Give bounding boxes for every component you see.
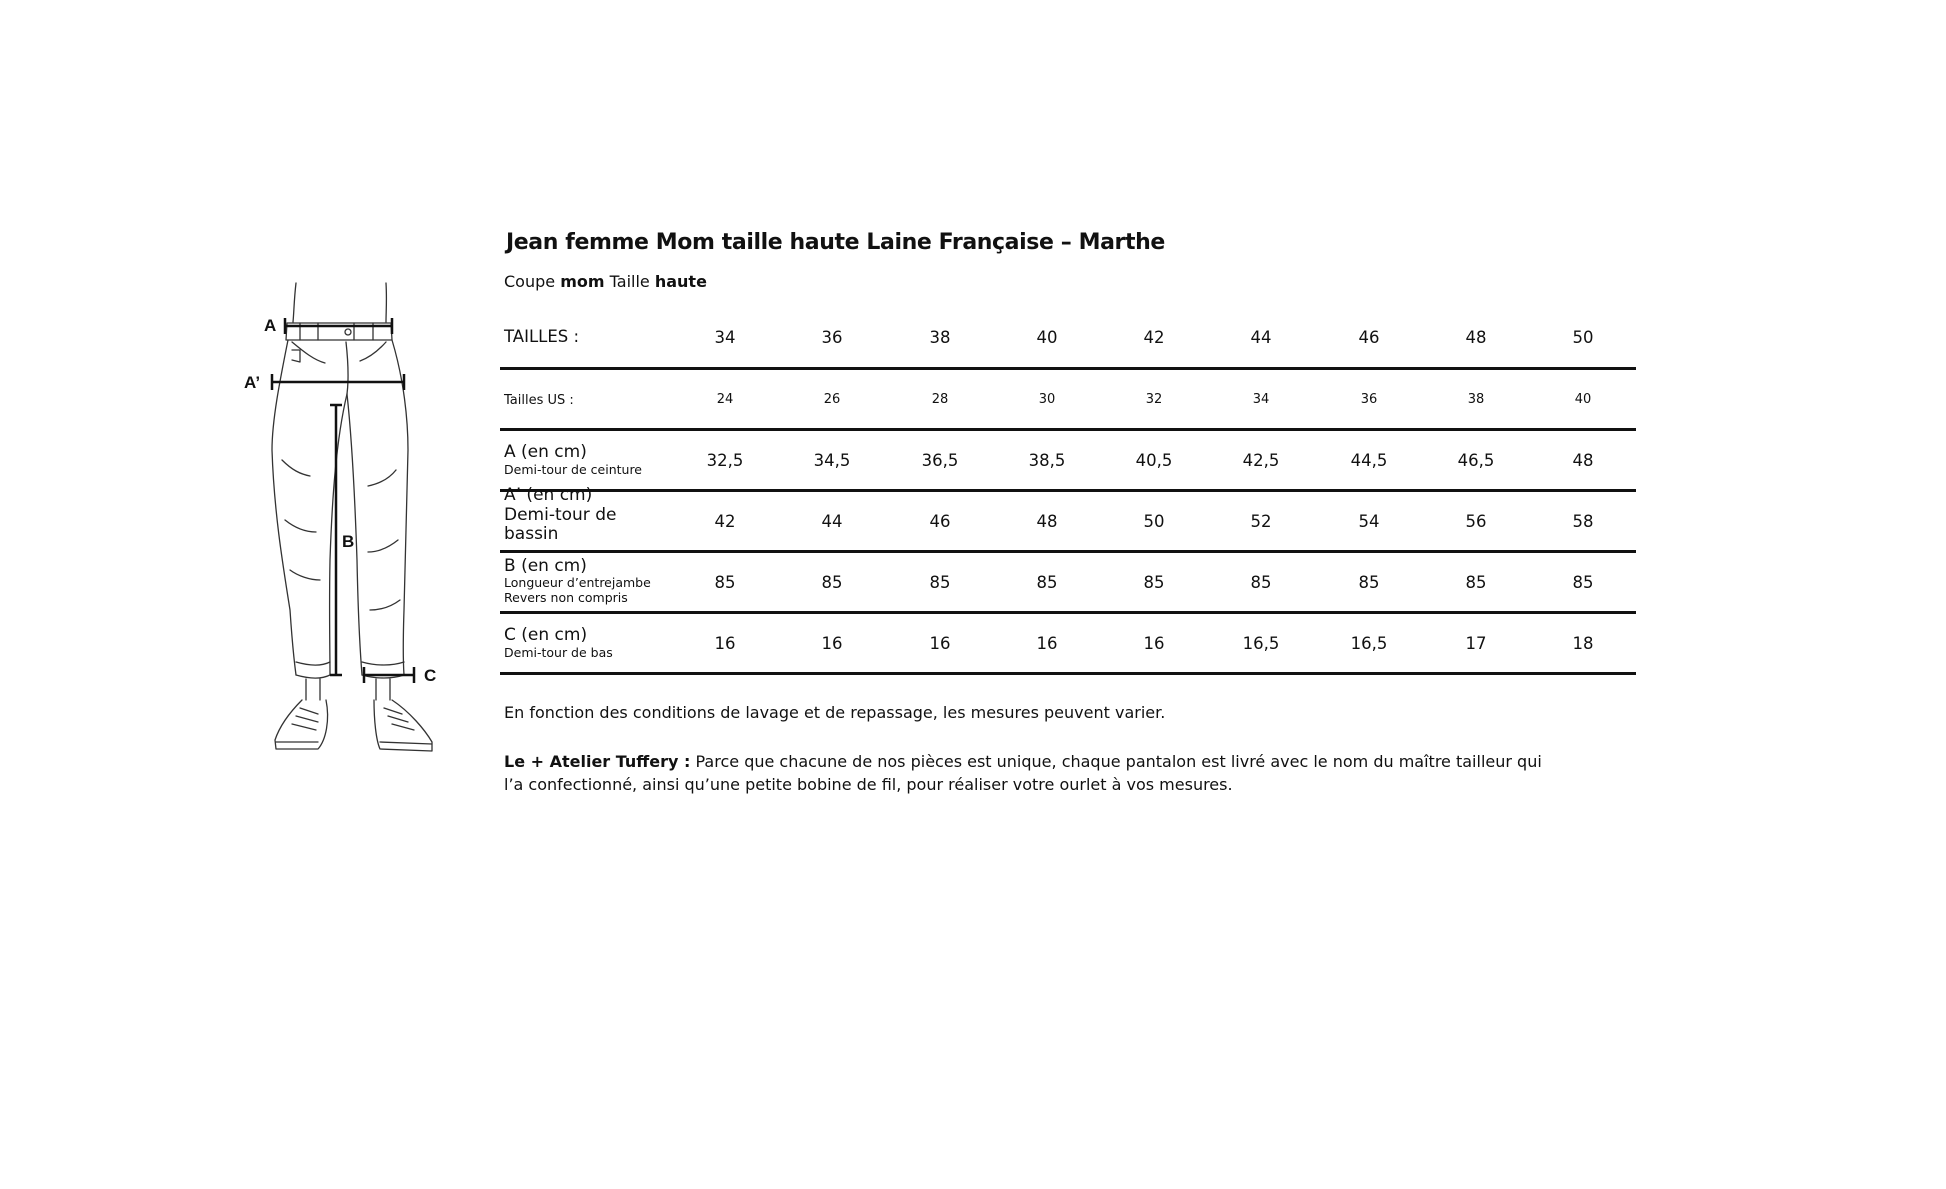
measure-cell: 32,5 — [706, 450, 744, 470]
row-label: A’ (en cm) — [504, 485, 593, 505]
size-cell: 50 — [1572, 328, 1594, 347]
size-cell: 46 — [1358, 328, 1380, 347]
row-sublabel: Longueur d’entrejambe — [504, 575, 651, 591]
measure-cell: 85 — [1250, 572, 1272, 592]
measure-cell: 34,5 — [813, 450, 851, 470]
us-size-cell: 38 — [1467, 391, 1485, 407]
measure-cell: 44 — [821, 511, 843, 531]
table-row-b — [500, 553, 1636, 614]
atelier-note-text: Parce que chacune de nos pièces est unique, chaque pantalon est livré avec le nom du maître tailleur qui l’a confectionné, ainsi qu’une petite bobine de fil, pour réaliser votre ourlet à vos mesures. — [504, 752, 1542, 794]
subtitle — [504, 272, 707, 291]
size-cell: 36 — [821, 328, 843, 347]
us-size-cell: 36 — [1360, 391, 1378, 407]
measure-cell: 54 — [1358, 511, 1380, 531]
row-label: C (en cm) — [504, 625, 588, 646]
measure-cell: 16 — [714, 633, 736, 653]
page-title: Jean femme Mom taille haute Laine Française – Marthe — [506, 230, 1165, 255]
measure-cell: 85 — [929, 572, 951, 592]
us-size-cell: 26 — [823, 391, 841, 407]
row-sublabel: Demi-tour de ceinture — [504, 461, 642, 477]
size-cell: 44 — [1250, 328, 1272, 347]
row-sublabel: Demi-tour de bassin — [504, 504, 617, 545]
table-row-c — [500, 614, 1636, 675]
measure-cell: 44,5 — [1350, 450, 1388, 470]
measure-cell: 85 — [1036, 572, 1058, 592]
measure-cell: 16 — [1036, 633, 1058, 653]
table-row-tailles — [500, 308, 1636, 370]
size-cell: 40 — [1036, 328, 1058, 347]
table-row-a — [500, 431, 1636, 492]
measure-cell: 85 — [1572, 572, 1594, 592]
label-a: A — [264, 316, 277, 335]
tailles-label: TAILLES : — [504, 327, 580, 347]
measure-cell: 18 — [1572, 633, 1594, 653]
us-size-cell: 24 — [716, 391, 734, 407]
measure-cell: 16,5 — [1350, 633, 1388, 653]
atelier-note-label: Le + Atelier Tuffery : — [504, 752, 691, 771]
row-label: B (en cm) — [504, 555, 587, 576]
size-cell: 34 — [714, 328, 736, 347]
us-size-cell: 32 — [1145, 391, 1163, 407]
label-c: C — [424, 666, 437, 685]
measure-cell: 40,5 — [1135, 450, 1173, 470]
table-row-us — [500, 370, 1636, 431]
size-cell: 42 — [1143, 328, 1165, 347]
measure-cell: 38,5 — [1028, 450, 1066, 470]
measure-cell: 46 — [929, 511, 951, 531]
measure-cell: 48 — [1572, 450, 1594, 470]
measure-cell: 17 — [1465, 633, 1487, 653]
measure-cell: 16 — [1143, 633, 1165, 653]
measure-cell: 85 — [1358, 572, 1380, 592]
measure-cell: 85 — [1143, 572, 1165, 592]
row-label: A (en cm) — [504, 442, 587, 463]
measure-cell: 42 — [714, 511, 736, 531]
measure-cell: 16 — [929, 633, 951, 653]
measure-cell: 42,5 — [1242, 450, 1280, 470]
us-size-cell: 34 — [1252, 391, 1270, 407]
measure-cell: 56 — [1465, 511, 1487, 531]
size-table — [500, 308, 1636, 675]
us-size-cell: 30 — [1038, 391, 1056, 407]
measure-cell: 48 — [1036, 511, 1058, 531]
taille-label: Taille — [609, 272, 650, 291]
measure-cell: 58 — [1572, 511, 1594, 531]
measure-cell: 52 — [1250, 511, 1272, 531]
coupe-value: mom — [560, 272, 605, 291]
label-a-prime: A’ — [244, 373, 261, 392]
atelier-note — [504, 750, 1564, 796]
measure-cell: 16,5 — [1242, 633, 1280, 653]
measure-cell: 85 — [714, 572, 736, 592]
row-sublabel-2: Revers non compris — [504, 589, 628, 605]
size-cell: 38 — [929, 328, 951, 347]
us-size-cell: 40 — [1574, 391, 1592, 407]
size-cell: 48 — [1465, 328, 1487, 347]
measure-cell: 16 — [821, 633, 843, 653]
washing-note: En fonction des conditions de lavage et de repassage, les mesures peuvent varier. — [504, 703, 1166, 722]
measure-cell: 85 — [821, 572, 843, 592]
coupe-label: Coupe — [504, 272, 556, 291]
us-size-cell: 28 — [931, 391, 949, 407]
measure-cell: 36,5 — [921, 450, 959, 470]
row-sublabel: Demi-tour de bas — [504, 644, 613, 660]
table-row-a-prime — [500, 485, 1636, 553]
label-b: B — [342, 532, 355, 551]
measure-cell: 46,5 — [1457, 450, 1495, 470]
measure-cell: 85 — [1465, 572, 1487, 592]
jeans-illustration — [238, 276, 448, 756]
us-label: Tailles US : — [504, 392, 574, 408]
measure-cell: 50 — [1143, 511, 1165, 531]
taille-value: haute — [654, 272, 707, 291]
